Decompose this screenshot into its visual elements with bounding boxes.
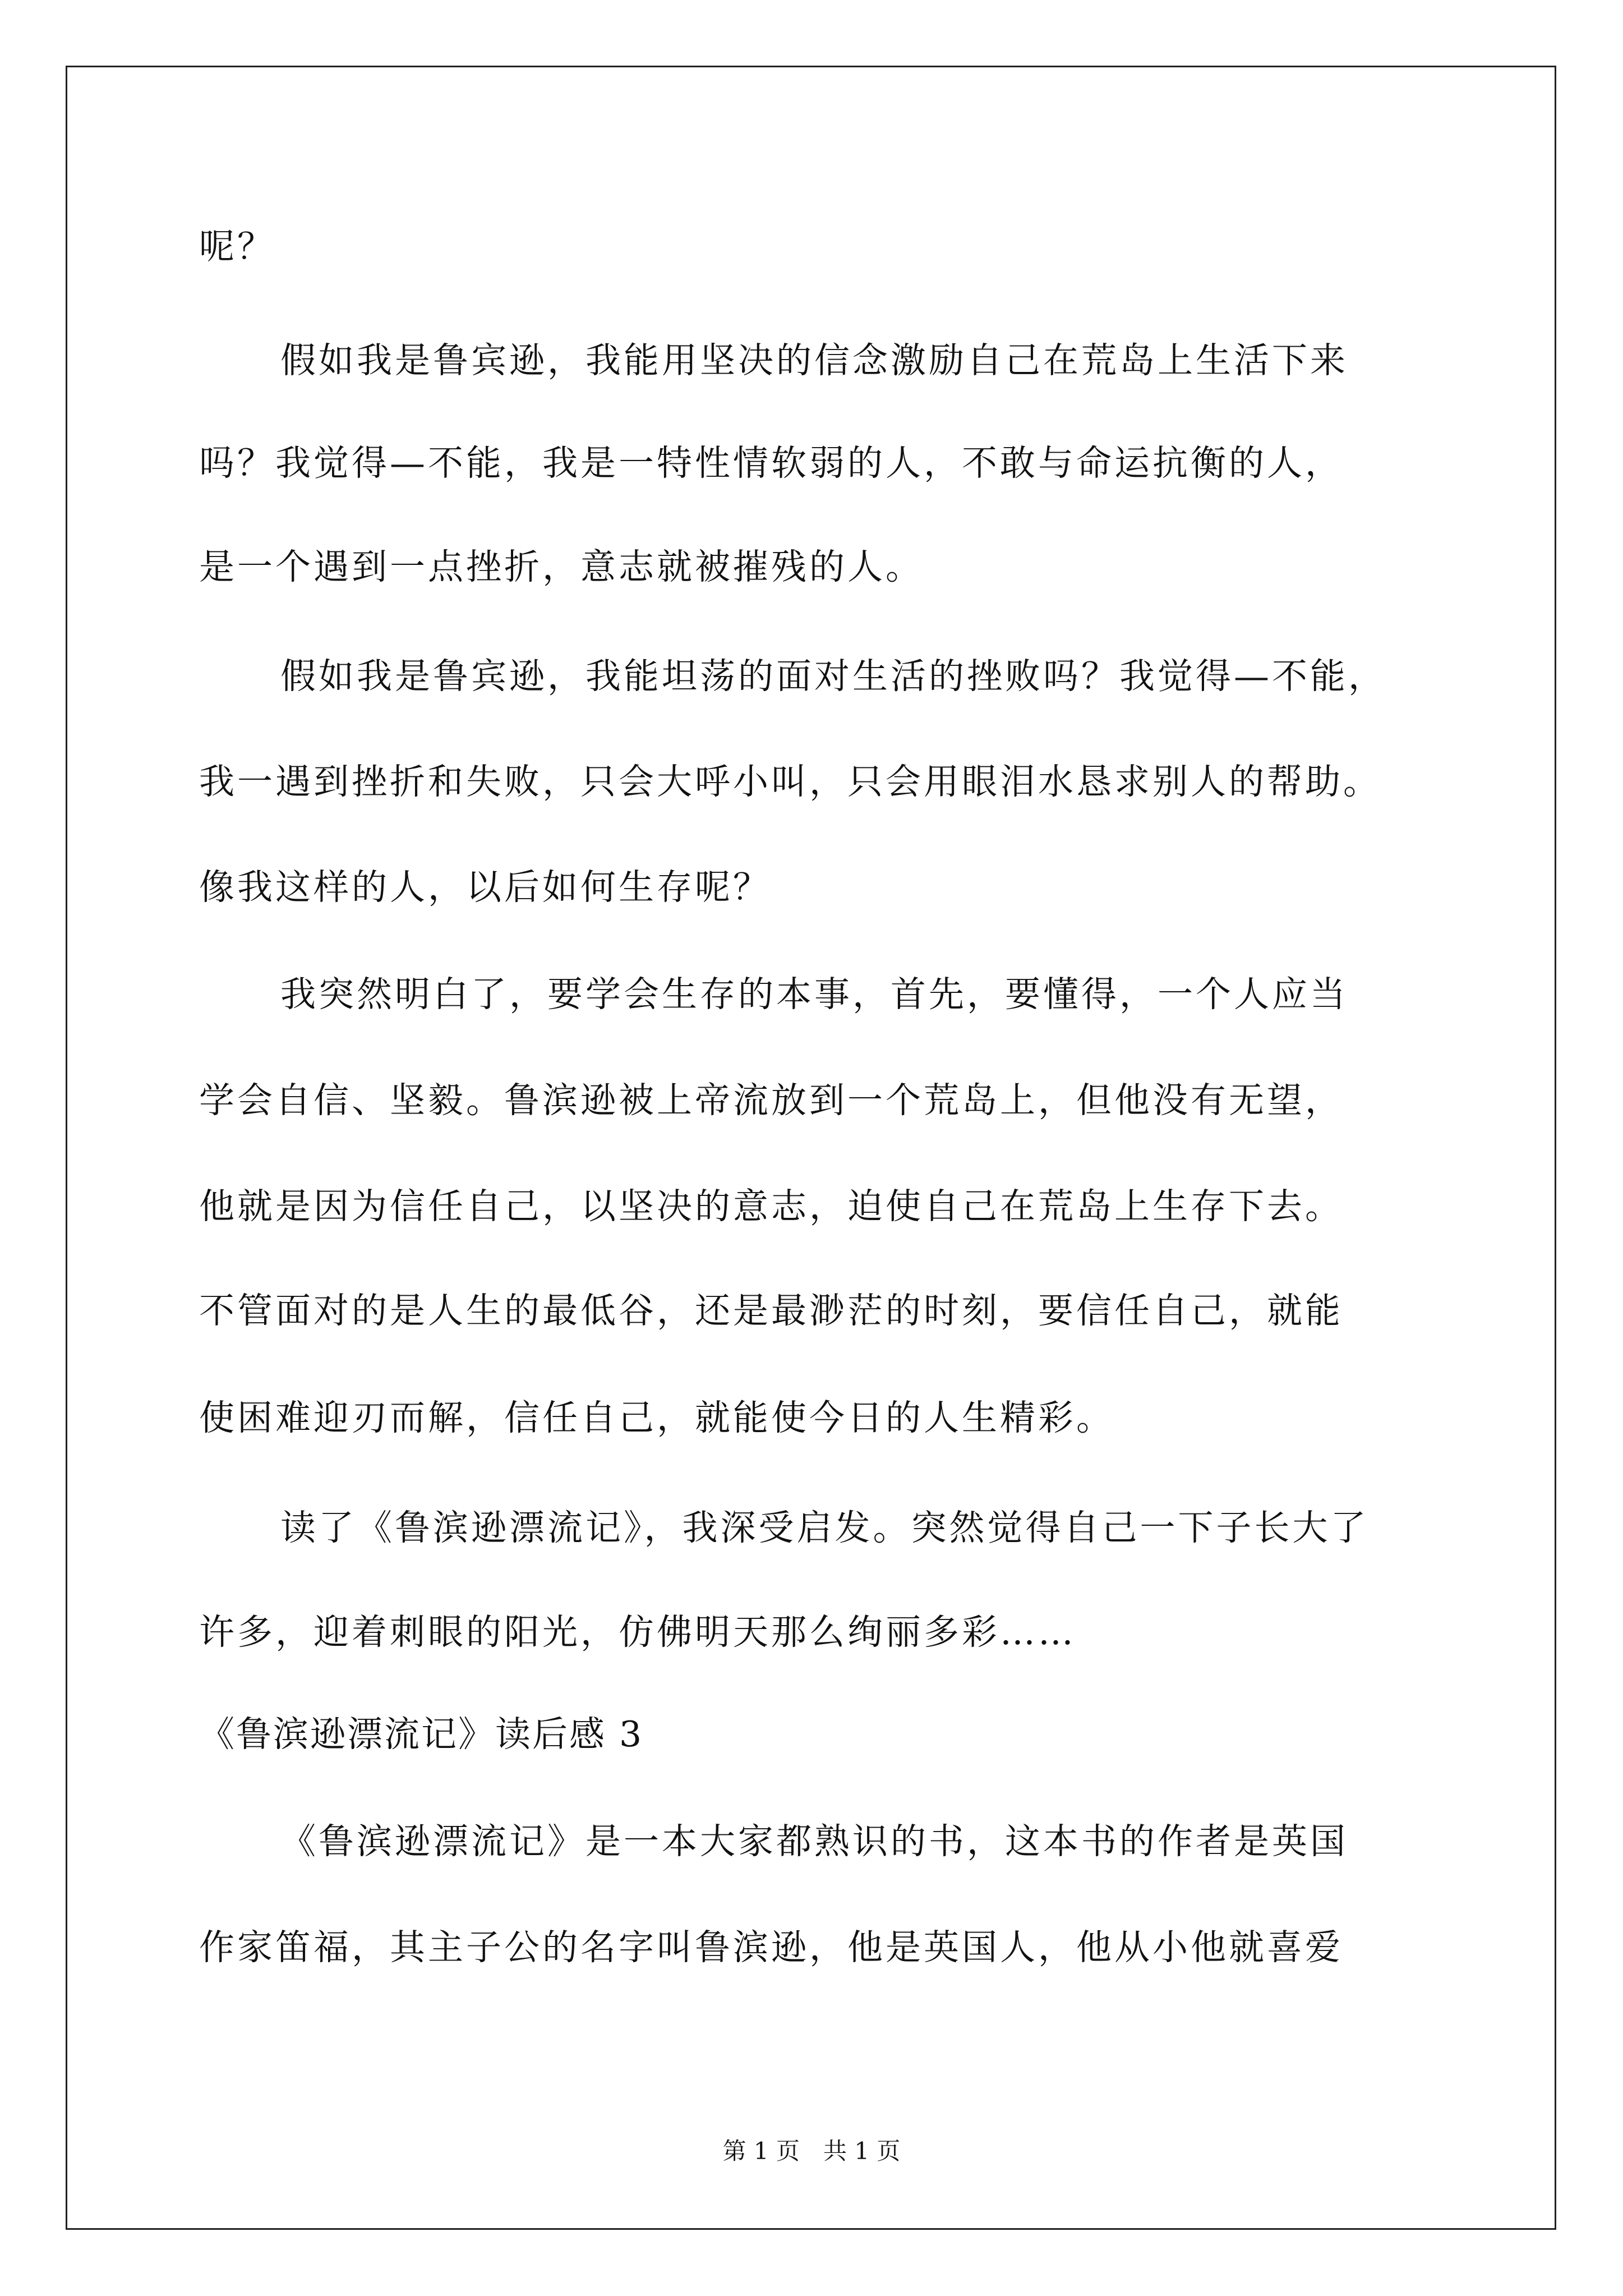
text-line-5: 假如我是鲁宾逊，我能坦荡的面对生活的挫败吗？我觉得—不能， bbox=[280, 656, 1386, 697]
text-line-3: 吗？我觉得—不能，我是一特性情软弱的人，不敢与命运抗衡的人， bbox=[199, 443, 1343, 484]
text-line-13: 读了《鲁滨逊漂流记》，我深受启发。突然觉得自己一下子长大了 bbox=[280, 1507, 1369, 1548]
text-line-6: 我一遇到挫折和失败，只会大呼小叫，只会用眼泪水恳求别人的帮助。 bbox=[199, 761, 1381, 802]
text-line-16: 《鲁滨逊漂流记》是一本大家都熟识的书，这本书的作者是英国 bbox=[280, 1821, 1348, 1862]
text-line-11: 不管面对的是人生的最低谷，还是最渺茫的时刻，要信任自己，就能 bbox=[199, 1290, 1343, 1331]
page-border bbox=[66, 66, 1556, 2230]
page-footer: 第 1 页 共 1 页 bbox=[722, 2137, 901, 2165]
text-line-12: 使困难迎刃而解，信任自己，就能使今日的人生精彩。 bbox=[199, 1397, 1114, 1438]
text-line-2: 假如我是鲁宾逊，我能用坚决的信念激励自己在荒岛上生活下来 bbox=[280, 340, 1348, 381]
text-line-7: 像我这样的人，以后如何生存呢？ bbox=[199, 867, 771, 908]
text-line-8: 我突然明白了，要学会生存的本事，首先，要懂得，一个人应当 bbox=[280, 974, 1348, 1015]
text-line-10: 他就是因为信任自己，以坚决的意志，迫使自己在荒岛上生存下去。 bbox=[199, 1186, 1343, 1227]
text-line-17: 作家笛福，其主子公的名字叫鲁滨逊，他是英国人，他从小他就喜爱 bbox=[199, 1927, 1343, 1968]
text-line-14: 许多，迎着刺眼的阳光，仿佛明天那么绚丽多彩…… bbox=[199, 1612, 1076, 1653]
text-line-1: 呢？ bbox=[199, 226, 275, 267]
text-line-9: 学会自信、坚毅。鲁滨逊被上帝流放到一个荒岛上，但他没有无望， bbox=[199, 1080, 1343, 1121]
text-line-4: 是一个遇到一点挫折，意志就被摧残的人。 bbox=[199, 546, 924, 587]
section-heading: 《鲁滨逊漂流记》读后感 3 bbox=[199, 1714, 644, 1755]
